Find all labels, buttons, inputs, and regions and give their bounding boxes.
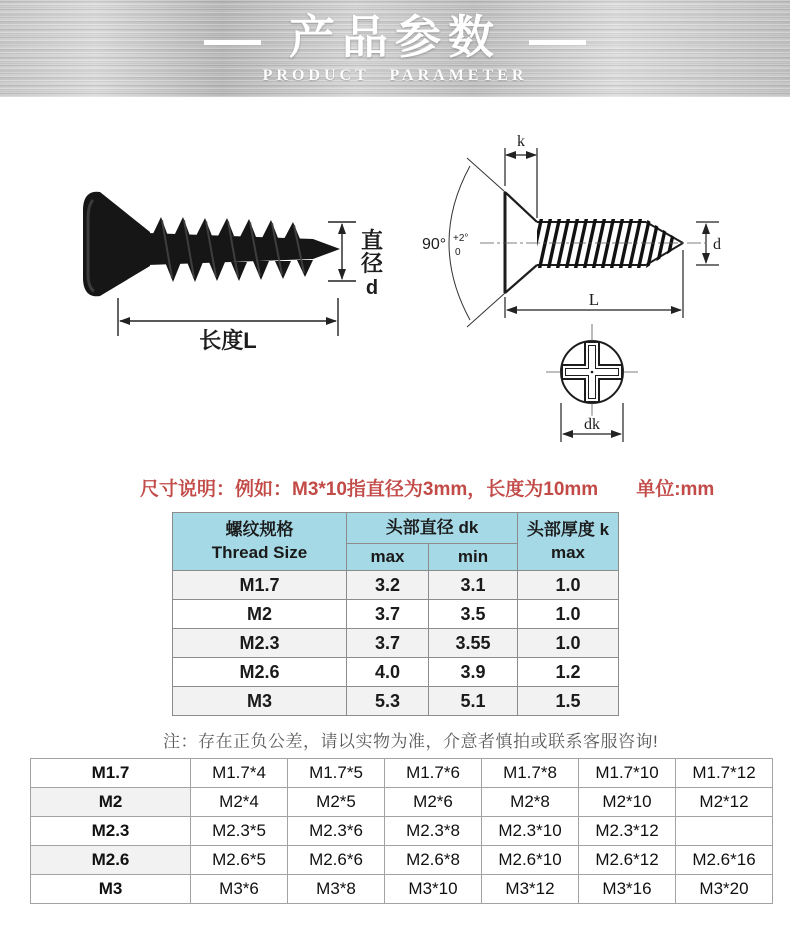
size-cell: M1.7*12 — [676, 759, 773, 788]
size-cell: M2.3*10 — [482, 817, 579, 846]
page-subtitle: PRODUCT PARAMETER — [262, 67, 528, 84]
spec-cell: 1.0 — [518, 571, 619, 600]
header-thread-size — [173, 513, 347, 571]
angle-tolerance-plus: +2° — [453, 233, 469, 244]
spec-cell: 1.5 — [518, 687, 619, 716]
size-cell: M1.7*6 — [385, 759, 482, 788]
screw-side-view — [505, 192, 683, 293]
size-cell: M1.7 — [31, 759, 191, 788]
spec-cell: 5.1 — [429, 687, 518, 716]
screw-top-view — [546, 324, 638, 420]
header-thread-size-en: Thread Size — [211, 542, 308, 562]
size-explanation-text: 尺寸说明：例如：M3*10指直径为3mm，长度为10mm — [140, 479, 599, 500]
size-cell — [676, 817, 773, 846]
table-row — [173, 600, 619, 629]
table-row — [31, 846, 773, 875]
size-cell: M2.3*5 — [191, 817, 288, 846]
d-label: d — [713, 236, 721, 253]
diameter-label-char2: 径 — [360, 251, 384, 276]
size-cell: M2*12 — [676, 788, 773, 817]
size-cell: M2*5 — [288, 788, 385, 817]
size-cell: M2*8 — [482, 788, 579, 817]
size-cell: M2.3*8 — [385, 817, 482, 846]
header-head-thickness — [518, 513, 619, 571]
spec-cell: 3.1 — [429, 571, 518, 600]
header-thread-size-cn: 螺纹规格 — [225, 519, 294, 539]
table-row — [173, 687, 619, 716]
size-cell: M2.6*8 — [385, 846, 482, 875]
thread-hatching — [530, 216, 677, 271]
size-cell: M2.3 — [31, 817, 191, 846]
size-cell: M2*10 — [579, 788, 676, 817]
size-cell: M1.7*5 — [288, 759, 385, 788]
size-cell: M1.7*10 — [579, 759, 676, 788]
table-row — [31, 788, 773, 817]
size-cell: M2.6*16 — [676, 846, 773, 875]
spec-cell: M3 — [173, 687, 347, 716]
banner-title-row — [204, 11, 586, 63]
size-explanation — [140, 474, 780, 501]
size-cell: M3*20 — [676, 875, 773, 904]
header-head-diameter: 头部直径 dk — [347, 513, 518, 544]
size-cell: M1.7*8 — [482, 759, 579, 788]
black-screw-image — [83, 192, 340, 297]
angle-tolerance-minus: 0 — [455, 247, 461, 258]
spec-cell: 3.7 — [347, 600, 429, 629]
size-cell: M3*10 — [385, 875, 482, 904]
spec-cell: M2 — [173, 600, 347, 629]
l-label: L — [588, 290, 600, 309]
spec-cell: 1.2 — [518, 658, 619, 687]
spec-cell: 3.55 — [429, 629, 518, 658]
spec-cell: 3.5 — [429, 600, 518, 629]
spec-cell: 1.0 — [518, 600, 619, 629]
spec-table-header — [173, 513, 619, 571]
header-min: min — [429, 544, 518, 571]
size-cell: M2.6*12 — [579, 846, 676, 875]
diameter-label-char1: 直 — [360, 228, 384, 253]
screw-photo-figure — [60, 140, 390, 355]
spec-table — [172, 512, 619, 716]
length-label: 长度L — [199, 328, 257, 353]
spec-cell: 3.7 — [347, 629, 429, 658]
size-cell: M3*16 — [579, 875, 676, 904]
tolerance-note: 注：存在正负公差，请以实物为准，介意者慎拍或联系客服咨询! — [163, 732, 659, 751]
spec-cell: M2.6 — [173, 658, 347, 687]
table-row — [31, 875, 773, 904]
size-cell: M2.6*10 — [482, 846, 579, 875]
k-label: k — [517, 133, 525, 150]
spec-cell: 3.9 — [429, 658, 518, 687]
size-cell: M2.6*5 — [191, 846, 288, 875]
size-listing-table — [30, 758, 773, 904]
banner — [0, 0, 790, 97]
table-row — [31, 817, 773, 846]
unit-label: 单位:mm — [636, 479, 715, 500]
spec-cell: M2.3 — [173, 629, 347, 658]
size-cell: M3 — [31, 875, 191, 904]
header-max: max — [347, 544, 429, 571]
spec-cell: 3.2 — [347, 571, 429, 600]
spec-table-body — [173, 571, 619, 716]
size-cell: M3*6 — [191, 875, 288, 904]
dk-label: dk — [584, 416, 600, 433]
size-cell: M2 — [31, 788, 191, 817]
page-title: 产品参数 — [289, 11, 501, 63]
screw-drawing-figure — [420, 130, 750, 450]
header-head-thickness-cn: 头部厚度 k — [526, 519, 610, 539]
angle-label: 90° — [422, 236, 447, 253]
size-cell: M1.7*4 — [191, 759, 288, 788]
size-cell: M2.6*6 — [288, 846, 385, 875]
size-cell: M2.3*6 — [288, 817, 385, 846]
table-row — [173, 629, 619, 658]
diameter-symbol: d — [365, 277, 379, 299]
title-dash-left — [204, 40, 261, 45]
table-row — [31, 759, 773, 788]
spec-cell: M1.7 — [173, 571, 347, 600]
size-cell: M2.3*12 — [579, 817, 676, 846]
spec-cell: 1.0 — [518, 629, 619, 658]
size-table-body — [31, 759, 773, 904]
size-cell: M3*8 — [288, 875, 385, 904]
header-head-thickness-max: max — [550, 542, 586, 562]
size-cell: M3*12 — [482, 875, 579, 904]
size-cell: M2.6 — [31, 846, 191, 875]
size-cell: M2*6 — [385, 788, 482, 817]
size-cell: M2*4 — [191, 788, 288, 817]
spec-cell: 4.0 — [347, 658, 429, 687]
table-row — [173, 658, 619, 687]
title-dash-right — [529, 40, 586, 45]
table-row — [173, 571, 619, 600]
spec-cell: 5.3 — [347, 687, 429, 716]
